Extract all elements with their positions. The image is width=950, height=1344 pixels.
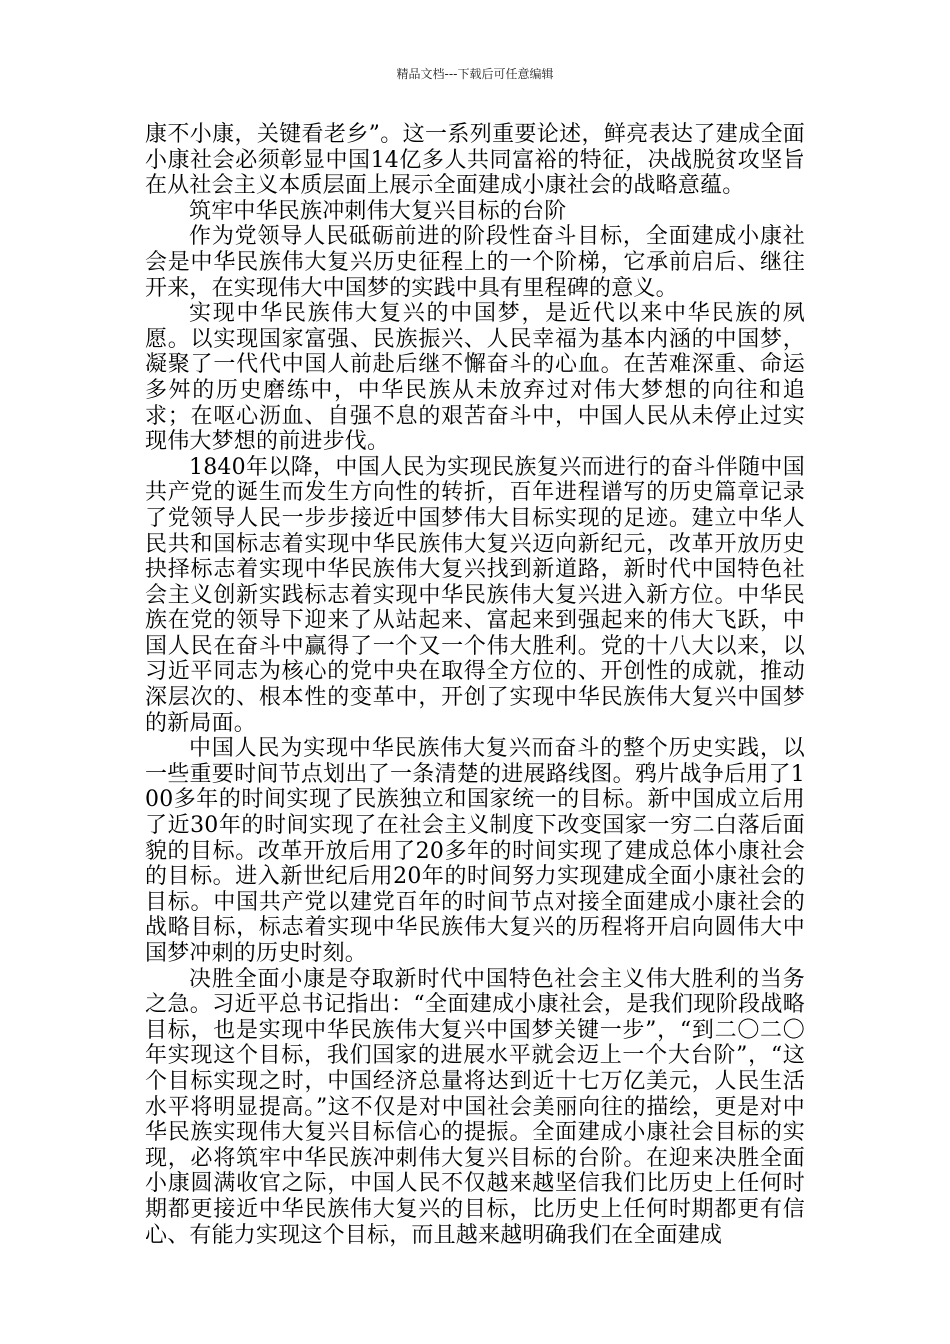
paragraph: 实现中华民族伟大复兴的中国梦，是近代以来中华民族的夙愿。以实现国家富强、民族振兴、人民幸福为基本内涵的中国梦，凝聚了一代代中国人前赴后继不懈奋斗的心血。在苦难深重、命运多舛的历史磨练中，中华民族从未放弃过对伟大梦想的向往和追求；在呕心沥血、自强不息的艰苦奋斗中，中国人民从未停止过实现伟大梦想的前进步伐。 [145, 301, 805, 455]
paragraph: 作为党领导人民砥砺前进的阶段性奋斗目标，全面建成小康社会是中华民族伟大复兴历史征程上的一个阶梯，它承前启后、继往开来，在实现伟大中国梦的实践中具有里程碑的意义。 [145, 224, 805, 301]
page-header: 精品文档---下载后可任意编辑 [396, 67, 554, 81]
section-heading: 筑牢中华民族冲刺伟大复兴目标的台阶 [189, 198, 567, 224]
body-text [145, 122, 805, 1248]
paragraph: 1840年以降，中国人民为实现民族复兴而进行的奋斗伴随中国共产党的诞生而发生方向性的转折，百年进程谱写的历史篇章记录了党领导人民一步步接近中国梦伟大目标实现的足迹。建立中华人民共和国标志着实现中华民族伟大复兴迈向新纪元，改革开放历史抉择标志着实现中华民族伟大复兴找到新道路，新时代中国特色社会主义创新实践标志着实现中华民族伟大复兴进入新方位。中华民族在党的领导下迎来了从站起来、富起来到强起来的伟大飞跃，中国人民在奋斗中赢得了一个又一个伟大胜利。党的十八大以来，以习近平同志为核心的党中央在取得全方位的、开创性的成就，推动深层次的、根本性的变革中，开创了实现中华民族伟大复兴中国梦的新局面。 [145, 454, 805, 736]
paragraph: 决胜全面小康是夺取新时代中国特色社会主义伟大胜利的当务之急。习近平总书记指出：“全面建成小康社会，是我们现阶段战略目标，也是实现中华民族伟大复兴中国梦关键一步”，“到二〇二〇年实现这个目标，我们国家的进展水平就会迈上一个大台阶”，“这个目标实现之时，中国经济总量将达到近十七万亿美元，人民生活水平将明显提高。”这不仅是对中国社会美丽向往的描绘，更是对中华民族实现伟大复兴目标信心的提振。全面建成小康社会目标的实现，必将筑牢中华民族冲刺伟大复兴目标的台阶。在迎来决胜全面小康圆满收官之际，中国人民不仅越来越坚信我们比历史上任何时期都更接近中华民族伟大复兴的目标，比历史上任何时期都更有信心、有能力实现这个目标，而且越来越明确我们在全面建成 [145, 966, 805, 1248]
paragraph: 中国人民为实现中华民族伟大复兴而奋斗的整个历史实践，以一些重要时间节点划出了一条清楚的进展路线图。鸦片战争后用了100多年的时间实现了民族独立和国家统一的目标。新中国成立后用了近30年的时间实现了在社会主义制度下改变国家一穷二白落后面貌的目标。改革开放后用了20多年的时间实现了建成总体小康社会的目标。进入新世纪后用20年的时间努力实现建成全面小康社会的目标。中国共产党以建党百年的时间节点对接全面建成小康社会的战略目标，标志着实现中华民族伟大复兴的历程将开启向圆伟大中国梦冲刺的历史时刻。 [145, 736, 805, 966]
paragraph: 康不小康，关键看老乡”。这一系列重要论述，鲜亮表达了建成全面小康社会必须彰显中国14亿多人共同富裕的特征，决战脱贫攻坚旨在从社会主义本质层面上展示全面建成小康社会的战略意蕴。 [145, 122, 805, 199]
